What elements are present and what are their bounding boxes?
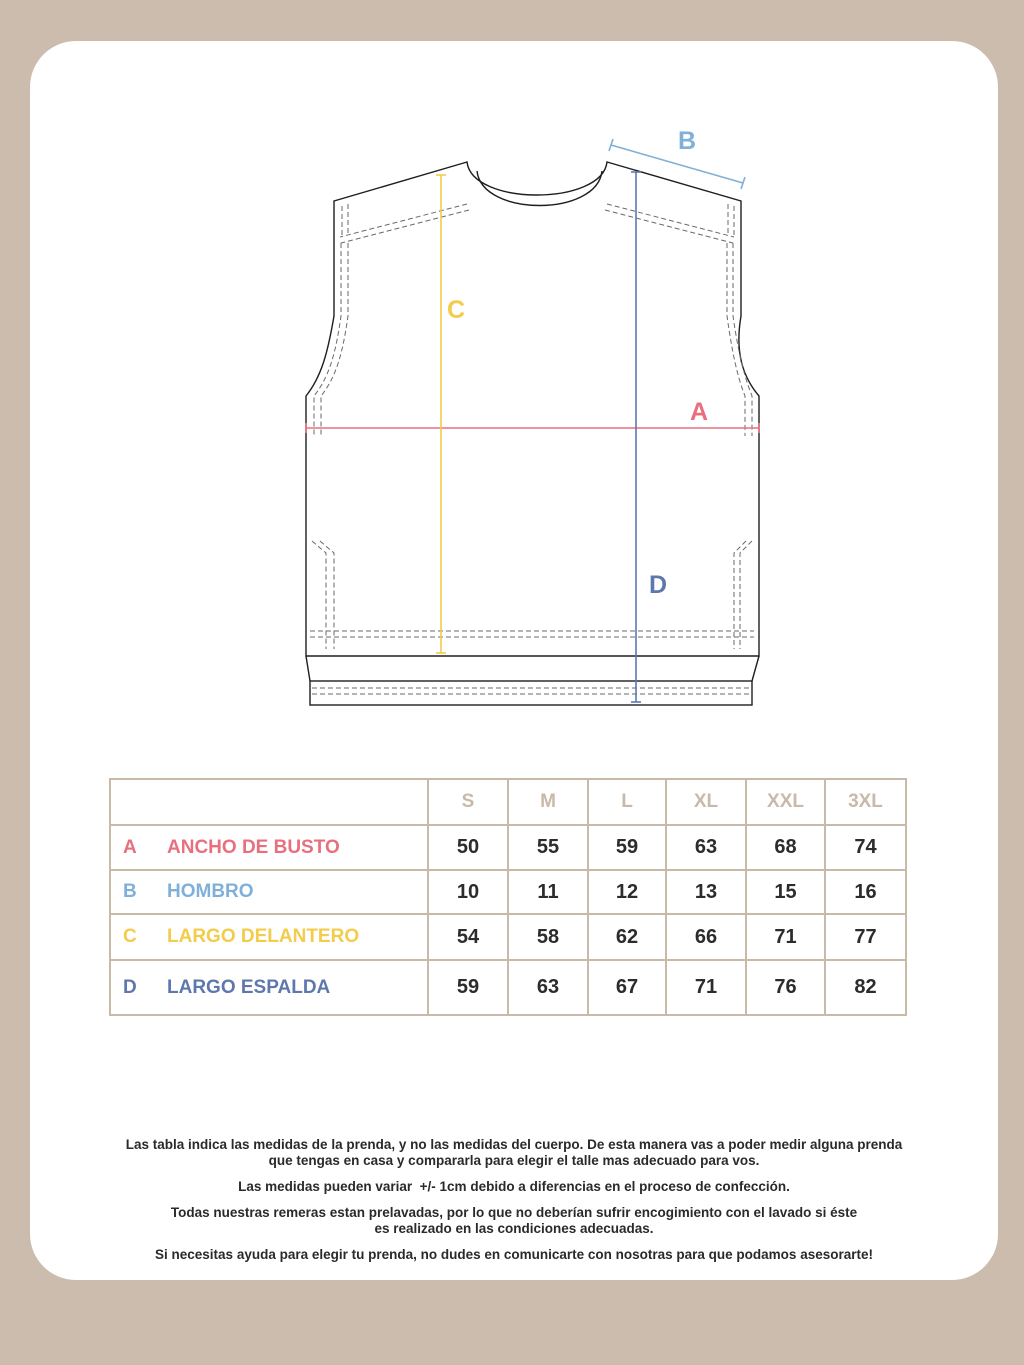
measure-name-cell	[110, 960, 428, 1015]
size-header: XL	[666, 779, 746, 825]
value-cell: 15	[746, 870, 825, 914]
value-cell: 82	[825, 960, 906, 1015]
value-cell: 11	[508, 870, 588, 914]
note-line: Todas nuestras remeras estan prelavadas, por lo que no deberían sufrir encogimiento con el lavado si éste	[170, 1205, 858, 1220]
value-cell: 77	[825, 914, 906, 960]
value-cell: 74	[825, 825, 906, 870]
value-cell: 63	[508, 960, 588, 1015]
table-row	[110, 870, 906, 914]
note-line: es realizado en las condiciones adecuadas.	[374, 1221, 654, 1236]
note-line: Si necesitas ayuda para elegir tu prenda, no dudes en comunicarte con nosotras para que podamos asesorarte!	[155, 1247, 873, 1262]
table-row	[110, 960, 906, 1015]
note-paragraph	[30, 1247, 998, 1263]
measure-d-label: D	[649, 571, 668, 599]
size-header: M	[508, 779, 588, 825]
note-paragraph	[30, 1179, 998, 1195]
note-line: Las tabla indica las medidas de la prenda, y no las medidas del cuerpo. De esta manera vas a poder medir alguna prenda	[125, 1137, 903, 1152]
value-cell: 68	[746, 825, 825, 870]
value-cell: 71	[666, 960, 746, 1015]
note-line: que tengas en casa y compararla para elegir el talle mas adecuado para vos.	[268, 1153, 760, 1168]
value-cell: 13	[666, 870, 746, 914]
measure-name: HOMBRO	[167, 881, 254, 902]
size-guide-card	[30, 41, 998, 1280]
table-row	[110, 825, 906, 870]
measure-name: LARGO ESPALDA	[167, 976, 331, 998]
measure-name: ANCHO DE BUSTO	[167, 836, 340, 858]
note-paragraph	[30, 1137, 998, 1169]
value-cell: 50	[428, 825, 508, 870]
value-cell: 55	[508, 825, 588, 870]
measure-name-cell	[110, 870, 428, 914]
size-header-row	[110, 779, 906, 825]
header-empty-cell	[110, 779, 428, 825]
measure-name-cell	[110, 914, 428, 960]
value-cell: 59	[588, 825, 666, 870]
size-notes	[30, 1137, 998, 1273]
measure-name-cell	[110, 825, 428, 870]
note-paragraph	[30, 1205, 998, 1237]
value-cell: 16	[825, 870, 906, 914]
measure-letter: A	[123, 836, 137, 858]
measure-b-label: B	[678, 127, 697, 155]
measure-b-line	[609, 139, 745, 189]
value-cell: 76	[746, 960, 825, 1015]
size-header: S	[428, 779, 508, 825]
size-header: 3XL	[825, 779, 906, 825]
value-cell: 54	[428, 914, 508, 960]
value-cell: 59	[428, 960, 508, 1015]
measure-letter: C	[123, 926, 137, 947]
garment-diagram	[30, 41, 998, 741]
measure-name: LARGO DELANTERO	[167, 926, 360, 947]
measure-a-label: A	[690, 398, 709, 426]
measure-letter: B	[123, 881, 137, 902]
size-table	[109, 778, 907, 1016]
measure-c-line	[436, 175, 446, 653]
table-row	[110, 914, 906, 960]
value-cell: 66	[666, 914, 746, 960]
tank-top-outline	[306, 162, 759, 705]
note-line: Las medidas pueden variar +/- 1cm debido a diferencias en el proceso de confección.	[238, 1179, 790, 1194]
value-cell: 63	[666, 825, 746, 870]
value-cell: 12	[588, 870, 666, 914]
value-cell: 10	[428, 870, 508, 914]
measure-d-line	[631, 172, 641, 702]
size-header: XXL	[746, 779, 825, 825]
measure-c-label: C	[447, 296, 466, 324]
value-cell: 67	[588, 960, 666, 1015]
size-header: L	[588, 779, 666, 825]
value-cell: 71	[746, 914, 825, 960]
value-cell: 62	[588, 914, 666, 960]
measure-letter: D	[123, 976, 137, 998]
value-cell: 58	[508, 914, 588, 960]
stitch-lines	[310, 204, 754, 694]
